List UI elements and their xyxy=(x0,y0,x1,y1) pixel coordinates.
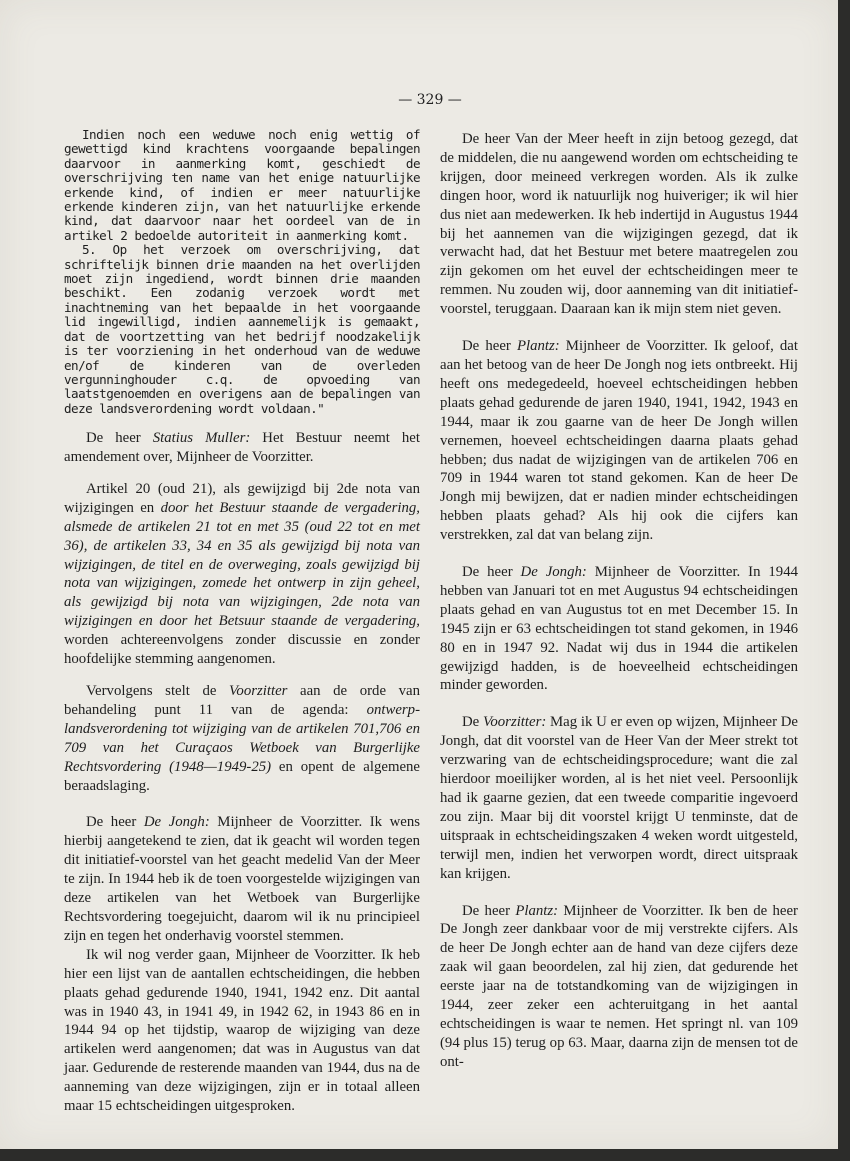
paragraph: De heer De Jongh: Mijnheer de Voorzitter. In 1944 hebben van Januari tot en met Augustus 94 echtscheidingen plaats gehad en van Augustus tot en met December 15. In 1945 zijn er 63 echtscheidingen tot stand gekomen, in 1946 80 en in 1947 92. Nadat wij dus in 1944 die artikelen gewijzigd hadden, is de hoeveelheid echtscheidingen minder geworden. xyxy=(440,564,799,694)
left-body xyxy=(64,429,420,1116)
speaker-name: De Jongh: xyxy=(520,564,587,581)
speaker-name: Voorzitter: xyxy=(482,714,547,731)
speaker-name: Plantz: xyxy=(516,338,560,355)
speaker-name: De Jongh: xyxy=(143,814,210,831)
quote-paragraph: 5. Op het verzoek om overschrijving, dat schriftelijk binnen drie maanden na het overlijden moet zijn ingediend, wordt binnen drie maanden beschikt. Een zodanig verzoek wordt met inachtneming van het bepaalde in het voorgaande lid ingewilligd, indien aannemelijk is gemaakt, dat de voortzetting van het bedrijf noodzakelijk is ter voorziening in het onderhoud van de weduwe en/of de kinderen van de overleden vergunninghouder c.q. de opvoeding van laatstgenoemden en overigens aan de bepalingen van deze landsverordening wordt voldaan." xyxy=(64,242,420,416)
paragraph: De heer Statius Muller: Het Bestuur neemt het amendement over, Mijnheer de Voorzitter. xyxy=(64,430,420,466)
paragraph: De Voorzitter: Mag ik U er even op wijzen, Mijnheer De Jongh, dat dit voorstel van de Heer Van der Meer strekt tot verzwaring van de echtscheidingsprocedure; want die zal hierdoor moeilijker worden, al is het niet veel. Persoonlijk had ik gaarne gezien, dat een tweede comparitie ingevoerd zou zijn. Maar bij dit voorstel krijgt U tenminste, dat de uitspraak in echtscheidingszaken 4 weken wordt uitgesteld, terwijl men, indien het verworpen wordt, direct uitspraak kan krijgen. xyxy=(440,714,799,882)
paragraph: Vervolgens stelt de Voorzitter aan de orde van behandeling punt 11 van de agenda: ontwerp-landsverordening tot wijziging van de artikelen 701,706 en 709 van het Curaçaos Wetboek van Burgerlijke Rechtsvordering (1948—1949-25) en opent de algemene beraadslaging. xyxy=(64,683,421,794)
scan-border-bottom xyxy=(0,1149,850,1161)
paragraph: De heer Plantz: Mijnheer de Voorzitter. Ik ben de heer De Jongh zeer dankbaar voor de mij verstrekte cijfers. Als de heer De Jongh echter aan de hand van deze cijfers deze zaak wil gaan beoordelen, zal hij zien, dat gedurende het eerste jaar na de totstandkoming van de wijzigingen in 1944, zeer zeker een achteruitgang in het aantal echtscheidingen is waar te nemen. Het springt nl. van 109 (94 plus 15) terug op 63. Maar, daarna zijn de mensen tot de ont- xyxy=(440,902,798,1070)
speaker-name: Statius Muller: xyxy=(152,430,251,447)
page-number: — 329 — xyxy=(398,92,462,108)
paragraph: De heer De Jongh: Mijnheer de Voorzitter. Ik wens hierbij aangetekend te zien, dat ik geacht wil worden tegen dit initiatief-voorstel van het geacht medelid Van der Meer te zijn. In 1944 heb ik de toen voorgestelde wijzigingen van deze artikelen van het Wetboek van Burgerlijke Rechtsvordering toegejuicht, daarom wil ik nu principieel zijn en tegen het onderhavig voorstel stemmen. xyxy=(64,814,420,944)
agenda-item-title: ontwerp-landsverordening tot wijziging van de artikelen 701,706 en 709 van het Curaçaos Wetboek van Burgerlijke Rechtsvordering (1948—1949-25) xyxy=(64,701,420,775)
left-column xyxy=(64,124,420,1116)
right-column xyxy=(440,124,798,1072)
speaker-name: Plantz: xyxy=(515,902,559,919)
paragraph: De heer Van der Meer heeft in zijn betoog gezegd, dat de middelen, die nu aangewend worden om echtscheiding te krijgen, door meineed verkregen worden. Als ik zulke dingen hoor, word ik natuurlijk nog huiveriger; ik wil hier dus niet aan medewerken. Ik heb indertijd in Augustus 1944 bij het aannemen van die wijzigingen gezegd, dat ik verwacht had, dat het Bestuur met betere maatregelen zou zijn gekomen om het euvel der echtscheidingen meer te remmen. Nu zouden wij, door aanneming van dit initiatief-voorstel, teruggaan. Daaraan kan ik mijn stem niet geven. xyxy=(440,131,798,318)
scan-border-right xyxy=(838,0,850,1161)
quoted-article-text xyxy=(64,128,420,416)
paragraph: Artikel 20 (oud 21), als gewijzigd bij 2de nota van wijzigingen en door het Bestuur staande de vergadering, alsmede de artikelen 21 tot en met 35 (oud 22 tot en met 36), de artikelen 33, 34 en 35 als gewijzigd bij nota van wijzigingen, de titel en de overweging, zoals gewijzigd bij nota van wijzigingen, zomede het ontwerp in zijn geheel, als gewijzigd bij nota van wijzigingen, 2de nota van wijzigingen en door het Betsuur staande de vergadering, worden achtereenvolgens zonder discussie en zonder hoofdelijke stemming aangenomen. xyxy=(64,480,420,668)
paragraph: De heer Plantz: Mijnheer de Voorzitter. Ik geloof, dat aan het betoog van de heer De Jongh nog iets ontbreekt. Hij heeft ons medegedeeld, hoeveel echtscheidingen hebben plaats gehad gedurende de jaren 1940, 1941, 1942, 1943 en 1944, maar ik zou gaarne van de heer De Jongh willen vernemen, hoeveel echtscheidingen daarna plaats gehad hebben; dus nadat de wijzigingen van de artikelen 706 en 709 in 1944 waren tot stand gekomen. Kan de heer De Jongh mij bewijzen, dat er nadien minder echtscheidingen hebben plaats gehad? Als hij ook die cijfers kan verstrekken, zal dat van belang zijn. xyxy=(440,338,798,544)
paragraph: Ik wil nog verder gaan, Mijnheer de Voorzitter. Ik heb hier een lijst van de aantallen echtscheidingen, die hebben plaats gehad gedurende 1940, 1941, 1942 enz. Dit aantal was in 1940 43, in 1941 49, in 1942 62, in 1943 86 en in 1944 94 op het tijdstip, waarop de wijziging van deze artikelen werd aangenomen; dat was in Augustus van dat jaar. Gedurende de resterende maanden van 1944, dus na de aanneming van deze wijzigingen, zijn er in totaal alleen maar 15 echtscheidingen uitgesproken. xyxy=(64,946,420,1115)
quote-paragraph: Indien noch een weduwe noch enig wettig of gewettigd kind krachtens voorgaande bepalingen daarvoor in aanmerking komt, geschiedt de overschrijving ten name van het enige natuurlijke erkende kind, of indien er meer natuurlijke erkende kinderen zijn, van het natuurlijke erkende kind, dat daarvoor naar het oordeel van de in artikel 2 bedoelde autoriteit in aanmerking komt. xyxy=(64,127,420,243)
